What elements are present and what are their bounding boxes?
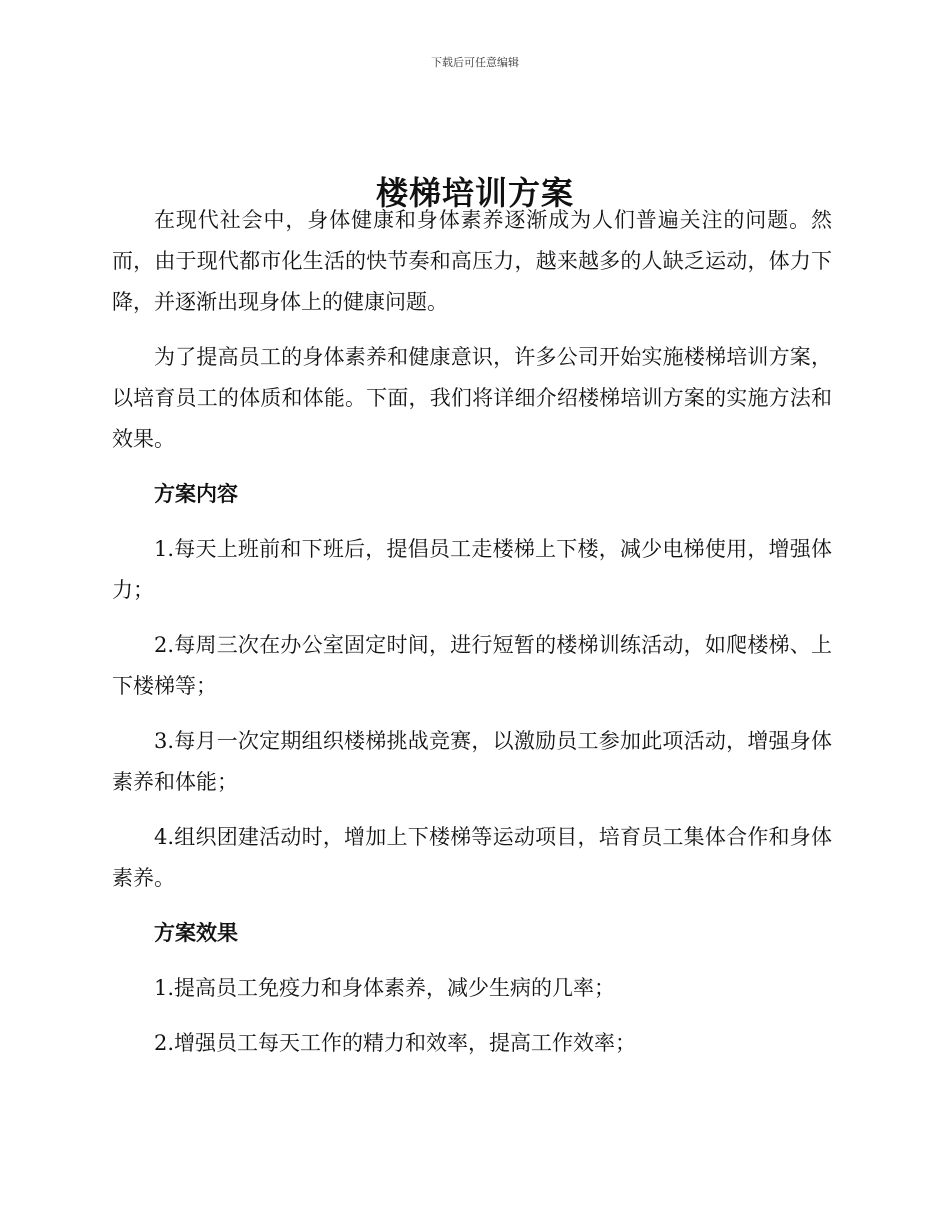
section-heading-effects: 方案效果 — [154, 921, 238, 945]
content-item-2: 2.每周三次在办公室固定时间，进行短暂的楼梯训练活动，如爬楼梯、上下楼梯等； — [112, 633, 832, 698]
intro-paragraph-2: 为了提高员工的身体素养和健康意识，许多公司开始实施楼梯培训方案，以培育员工的体质和体能。下面，我们将详细介绍楼梯培训方案的实施方法和效果。 — [112, 345, 832, 451]
content-item-4: 4.组织团建活动时，增加上下楼梯等运动项目，培育员工集体合作和身体素养。 — [112, 825, 832, 890]
effect-item-1: 1.提高员工免疫力和身体素养，减少生病的几率； — [154, 976, 616, 1000]
document-body — [112, 200, 832, 1078]
section-heading-content: 方案内容 — [154, 482, 238, 506]
content-item-3: 3.每月一次定期组织楼梯挑战竞赛，以激励员工参加此项活动，增强身体素养和体能； — [112, 729, 832, 794]
content-item-1: 1.每天上班前和下班后，提倡员工走楼梯上下楼，减少电梯使用，增强体力； — [112, 537, 832, 602]
document-title: 楼梯培训方案 — [375, 174, 574, 213]
effect-item-2: 2.增强员工每天工作的精力和效率，提高工作效率； — [154, 1031, 637, 1055]
page-header-note: 下载后可任意编辑 — [431, 56, 519, 69]
intro-paragraph-1: 在现代社会中，身体健康和身体素养逐渐成为人们普遍关注的问题。然而，由于现代都市化生活的快节奏和高压力，越来越多的人缺乏运动，体力下降，并逐渐出现身体上的健康问题。 — [112, 208, 832, 314]
